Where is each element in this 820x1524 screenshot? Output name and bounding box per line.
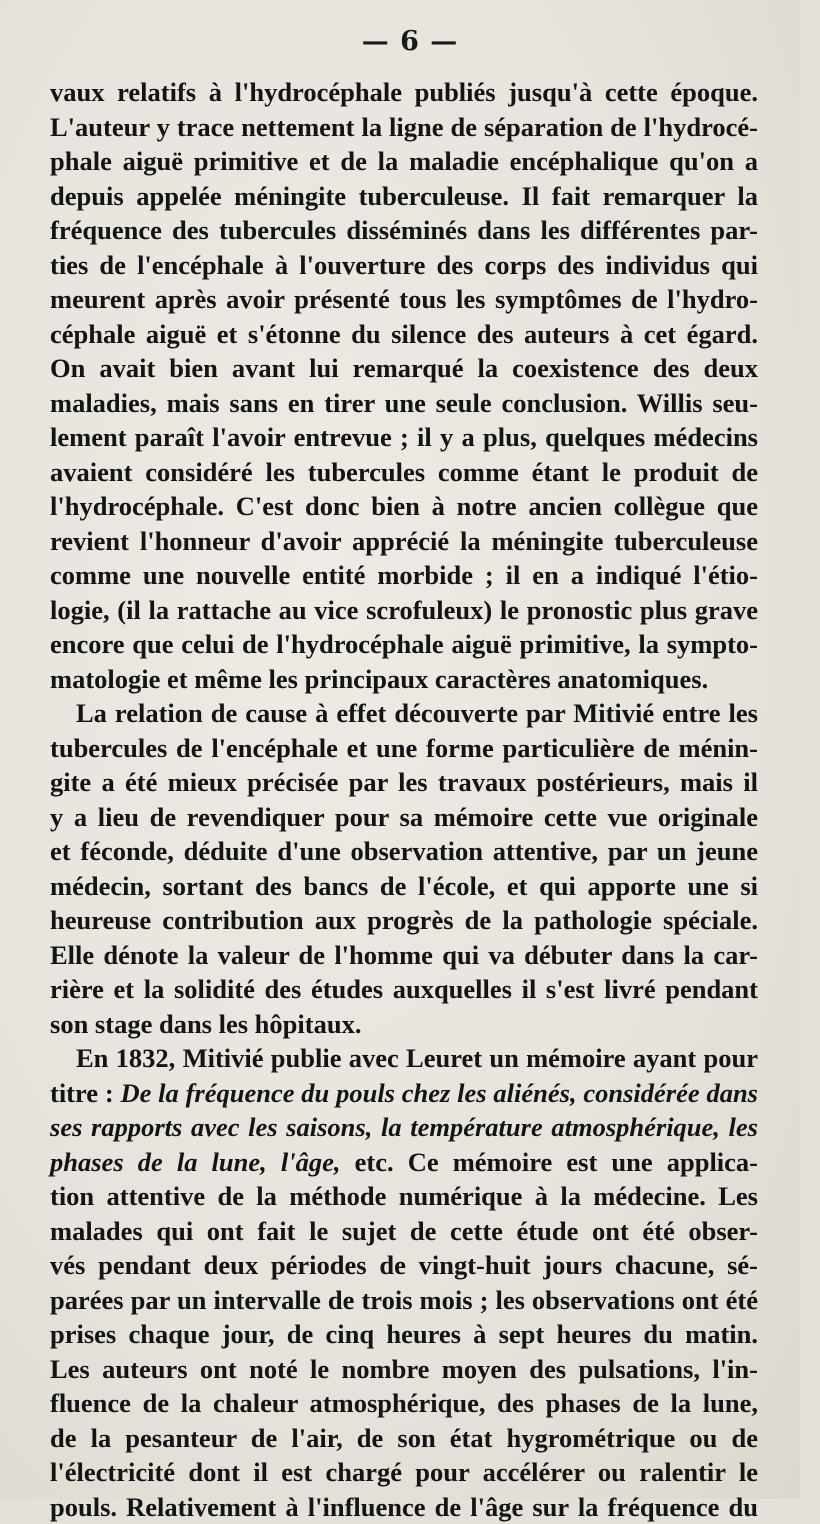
text-segment: lement paraît l'avoir entrevue ; il y a plus, quelques médecins — [50, 422, 758, 452]
text-line — [50, 558, 758, 593]
text-segment: En 1832, Mitivié publie avec Leuret un mémoire ayant pour — [76, 1043, 758, 1073]
text-line — [50, 351, 758, 386]
text-line — [50, 800, 758, 835]
text-line — [50, 110, 758, 145]
text-line — [50, 1214, 758, 1249]
text-segment: son stage dans les hôpitaux. — [50, 1009, 361, 1039]
text-segment: tion attentive de la méthode numérique à la médecine. Les — [50, 1181, 758, 1211]
text-line — [50, 903, 758, 938]
text-segment: depuis appelée méningite tuberculeuse. Il fait remarquer la — [50, 181, 758, 211]
text-segment: Les auteurs ont noté le nombre moyen des pulsations, l'in- — [50, 1354, 758, 1384]
text-segment: vaux relatifs à l'hydrocéphale publiés jusqu'à cette époque. — [50, 77, 758, 107]
text-line — [50, 75, 758, 110]
page-number: — 6 — — [0, 26, 820, 57]
text-line — [50, 420, 758, 455]
italic-text: De la fréquence du pouls chez les aliénés, considérée dans — [120, 1078, 758, 1108]
text-line — [50, 1007, 758, 1042]
text-line — [50, 1421, 758, 1456]
text-segment: malades qui ont fait le sujet de cette étude ont été obser- — [50, 1216, 758, 1246]
text-line — [50, 144, 758, 179]
italic-text: phases de la lune, l'âge, — [50, 1147, 341, 1177]
text-segment: maladies, mais sans en tirer une seule conclusion. Willis seu- — [50, 388, 758, 418]
text-segment: revient l'honneur d'avoir apprécié la méningite tuberculeuse — [50, 526, 758, 556]
text-line — [50, 1352, 758, 1387]
text-segment: parées par un intervalle de trois mois ; les observations ont été — [50, 1285, 758, 1315]
italic-text: ses rapports avec les saisons, la température atmosphérique, les — [50, 1112, 758, 1142]
text-line — [50, 524, 758, 559]
text-segment: pouls. Relativement à l'influence de l'âge sur la fréquence du — [50, 1492, 758, 1522]
text-line — [50, 869, 758, 904]
text-line — [50, 1041, 758, 1076]
text-segment: heureuse contribution aux progrès de la pathologie spéciale. — [50, 905, 758, 935]
text-segment: prises chaque jour, de cinq heures à sept heures du matin. — [50, 1319, 758, 1349]
text-line — [50, 731, 758, 766]
text-segment: l'hydrocéphale. C'est donc bien à notre ancien collègue que — [50, 491, 758, 521]
text-line — [50, 834, 758, 869]
text-line — [50, 972, 758, 1007]
text-line — [50, 213, 758, 248]
text-segment: On avait bien avant lui remarqué la coexistence des deux — [50, 353, 758, 383]
text-segment: avaient considéré les tubercules comme étant le produit de — [50, 457, 758, 487]
text-line — [50, 1317, 758, 1352]
text-segment: et féconde, déduite d'une observation attentive, par un jeune — [50, 836, 758, 866]
text-segment: fréquence des tubercules disséminés dans les différentes par- — [50, 215, 758, 245]
text-segment: ties de l'encéphale à l'ouverture des corps des individus qui — [50, 250, 758, 280]
text-line — [50, 179, 758, 214]
text-segment: médecin, sortant des bancs de l'école, et qui apporte une si — [50, 871, 758, 901]
body-text — [50, 75, 758, 1524]
text-line — [50, 1145, 758, 1180]
text-segment: l'électricité dont il est chargé pour accélérer ou ralentir le — [50, 1457, 758, 1487]
text-segment: rière et la solidité des études auxquelles il s'est livré pendant — [50, 974, 758, 1004]
text-line — [50, 593, 758, 628]
text-line — [50, 1490, 758, 1524]
text-segment: La relation de cause à effet découverte par Mitivié entre les — [76, 698, 758, 728]
text-line — [50, 248, 758, 283]
text-segment: etc. Ce mémoire est une applica- — [341, 1147, 759, 1177]
text-segment: Elle dénote la valeur de l'homme qui va débuter dans la car- — [50, 940, 758, 970]
text-line — [50, 1076, 758, 1111]
text-line — [50, 662, 758, 697]
text-line — [50, 765, 758, 800]
text-line — [50, 386, 758, 421]
text-line — [50, 938, 758, 973]
text-line — [50, 282, 758, 317]
text-segment: fluence de la chaleur atmosphérique, des phases de la lune, — [50, 1388, 758, 1418]
text-line — [50, 627, 758, 662]
text-segment: céphale aiguë et s'étonne du silence des auteurs à cet égard. — [50, 319, 758, 349]
text-segment: logie, (il la rattache au vice scrofuleux) le pronostic plus grave — [50, 595, 758, 625]
text-segment: vés pendant deux périodes de vingt-huit jours chacune, sé- — [50, 1250, 758, 1280]
text-line — [50, 1283, 758, 1318]
text-line — [50, 1248, 758, 1283]
text-line — [50, 317, 758, 352]
text-line — [50, 1110, 758, 1145]
text-line — [50, 455, 758, 490]
text-segment: tubercules de l'encéphale et une forme particulière de ménin- — [50, 733, 758, 763]
text-segment: encore que celui de l'hydrocéphale aiguë primitive, la sympto- — [50, 629, 758, 659]
text-segment: meurent après avoir présenté tous les symptômes de l'hydro- — [50, 284, 758, 314]
text-segment: phale aiguë primitive et de la maladie encéphalique qu'on a — [50, 146, 758, 176]
text-line — [50, 1386, 758, 1421]
text-segment: gite a été mieux précisée par les travaux postérieurs, mais il — [50, 767, 758, 797]
text-line — [50, 696, 758, 731]
text-line — [50, 1455, 758, 1490]
text-segment: titre : — [50, 1078, 120, 1108]
text-segment: matologie et même les principaux caractères anatomiques. — [50, 664, 708, 694]
text-line — [50, 1179, 758, 1214]
text-segment: y a lieu de revendiquer pour sa mémoire cette vue originale — [50, 802, 758, 832]
text-segment: comme une nouvelle entité morbide ; il en a indiqué l'étio- — [50, 560, 758, 590]
text-segment: L'auteur y trace nettement la ligne de séparation de l'hydrocé- — [50, 112, 758, 142]
text-line — [50, 489, 758, 524]
text-segment: de la pesanteur de l'air, de son état hygrométrique ou de — [50, 1423, 758, 1453]
